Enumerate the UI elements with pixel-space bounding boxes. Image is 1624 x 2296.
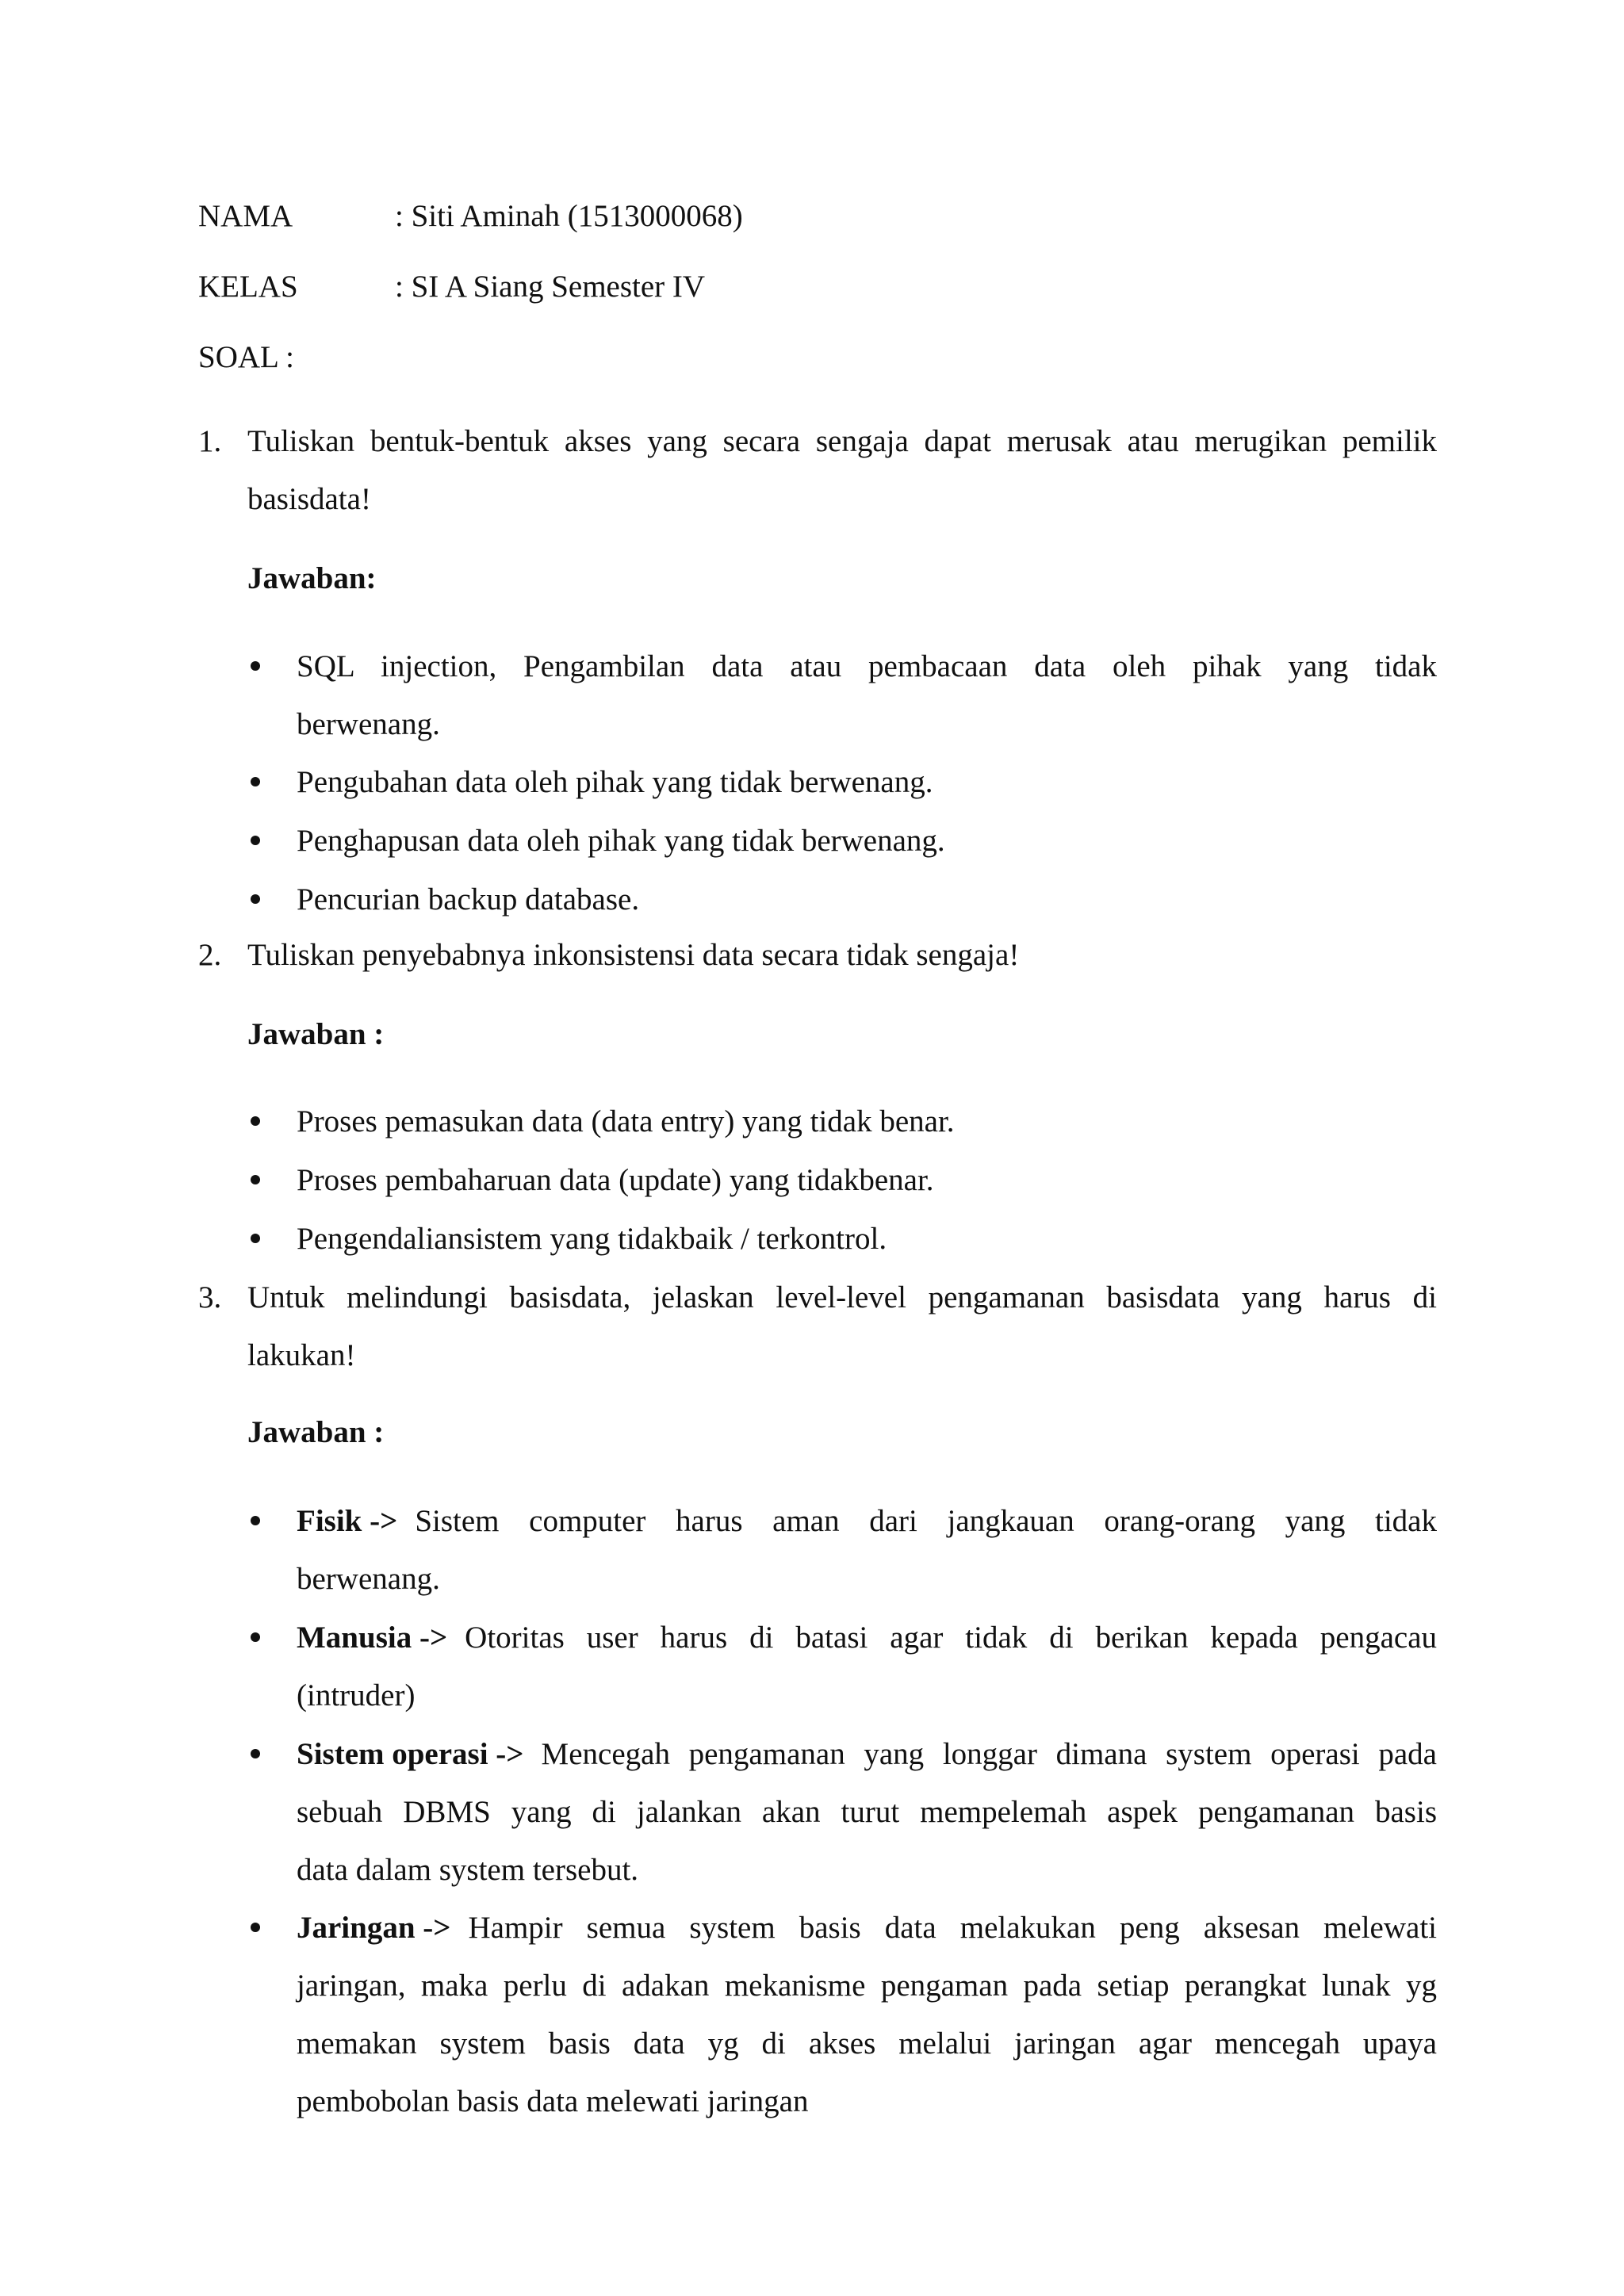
bullet-text: sebuah DBMS yang di jalankan akan turut mempelemah aspek pengamanan basis <box>297 1795 1437 1829</box>
nama-value: : Siti Aminah (1513000068) <box>395 199 743 233</box>
nama-label: NAMA <box>198 199 293 233</box>
bullet-icon <box>251 661 260 671</box>
bullet-icon <box>251 1116 260 1126</box>
bullet-icon <box>251 894 260 904</box>
bullet-line <box>297 1899 1437 1957</box>
answer-label: Jawaban : <box>247 1415 385 1449</box>
bullet-icon <box>251 1632 260 1642</box>
bullet-text: berwenang. <box>297 707 440 741</box>
answer-label: Jawaban : <box>247 1017 385 1051</box>
question-text: Tuliskan penyebabnya inkonsistensi data secara tidak sengaja! <box>247 938 1020 972</box>
bullet-icon <box>251 1516 260 1525</box>
bullet-text: Otoritas user harus di batasi agar tidak di berikan kepada pengacau <box>465 1621 1437 1655</box>
bullet-text: jaringan, maka perlu di adakan mekanisme pengaman pada setiap perangkat lunak yg <box>297 1969 1437 2003</box>
question-text: Untuk melindungi basisdata, jelaskan level-level pengamanan basisdata yang harus di <box>247 1280 1437 1314</box>
answer-label: Jawaban: <box>247 561 377 595</box>
bullet-text: Hampir semua system basis data melakukan peng aksesan melewati <box>468 1911 1437 1945</box>
question-text: Tuliskan bentuk-bentuk akses yang secara sengaja dapat merusak atau merugikan pemilik <box>247 424 1437 458</box>
bullet-text: Pengendaliansistem yang tidakbaik / terkontrol. <box>297 1222 887 1256</box>
bullet-text: Pengubahan data oleh pihak yang tidak berwenang. <box>297 765 933 799</box>
question-number: 3. <box>198 1280 222 1314</box>
bullet-icon <box>251 1234 260 1243</box>
kelas-value: : SI A Siang Semester IV <box>395 270 706 304</box>
bullet-text: Sistem computer harus aman dari jangkauan orang-orang yang tidak <box>415 1504 1437 1538</box>
bullet-term: Fisik -> <box>297 1504 398 1538</box>
bullet-text: SQL injection, Pengambilan data atau pembacaan data oleh pihak yang tidak <box>297 649 1437 683</box>
bullet-text: data dalam system tersebut. <box>297 1853 639 1887</box>
bullet-icon <box>251 1175 260 1184</box>
question-number: 1. <box>198 424 222 458</box>
question-text: lakukan! <box>247 1338 356 1372</box>
bullet-text: Proses pembaharuan data (update) yang tidakbenar. <box>297 1163 934 1197</box>
bullet-text: Pencurian backup database. <box>297 882 640 916</box>
bullet-term: Sistem operasi -> <box>297 1737 524 1771</box>
bullet-text: memakan system basis data yg di akses melalui jaringan agar mencegah upaya <box>297 2026 1437 2061</box>
bullet-term: Jaringan -> <box>297 1911 451 1945</box>
kelas-label: KELAS <box>198 270 298 304</box>
bullet-text: Mencegah pengamanan yang longgar dimana system operasi pada <box>541 1737 1437 1771</box>
question-text: basisdata! <box>247 482 371 516</box>
soal-label: SOAL : <box>198 340 294 374</box>
bullet-text: pembobolan basis data melewati jaringan <box>297 2084 809 2118</box>
bullet-icon <box>251 1923 260 1932</box>
bullet-line <box>297 1492 1437 1550</box>
bullet-line <box>297 1609 1437 1667</box>
bullet-text: Penghapusan data oleh pihak yang tidak berwenang. <box>297 824 945 858</box>
bullet-line <box>297 1725 1437 1783</box>
bullet-icon <box>251 836 260 845</box>
bullet-text: berwenang. <box>297 1562 440 1596</box>
bullet-term: Manusia -> <box>297 1621 448 1655</box>
question-number: 2. <box>198 938 222 972</box>
bullet-text: Proses pemasukan data (data entry) yang tidak benar. <box>297 1104 955 1138</box>
bullet-icon <box>251 1749 260 1758</box>
bullet-text: (intruder) <box>297 1678 416 1712</box>
bullet-icon <box>251 777 260 786</box>
